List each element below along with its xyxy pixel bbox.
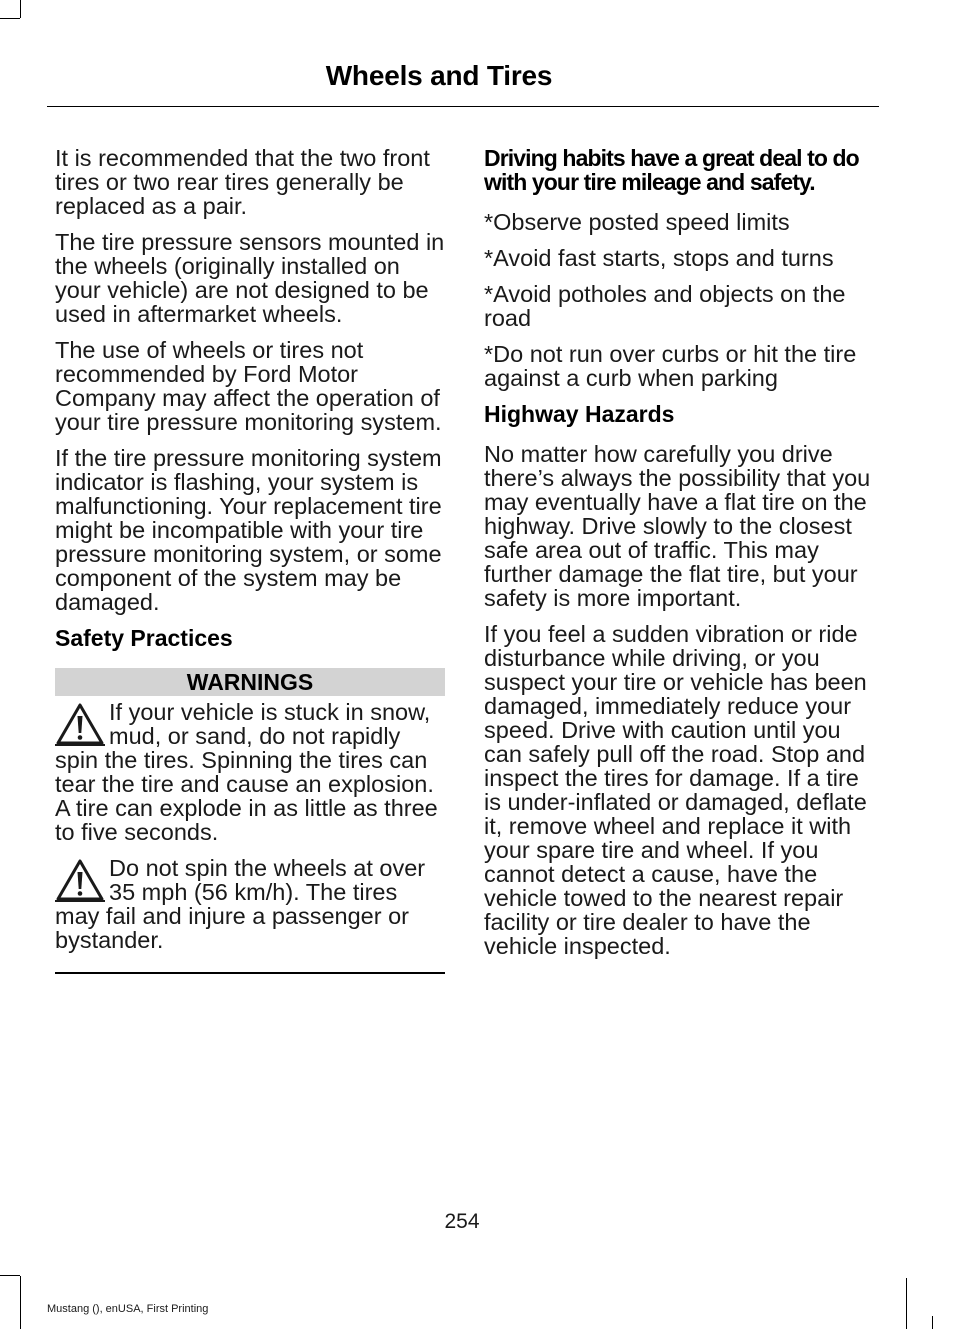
warning-text: Do not spin the wheels at over 35 mph (56 km/h). The tires may fail and injure a passenger or bystander. (55, 855, 426, 953)
crop-mark-top-left-v (20, 0, 21, 18)
safety-practices-heading: Safety Practices (55, 625, 233, 651)
habit-item: *Observe posted speed limits (484, 209, 790, 235)
paragraph: It is recommended that the two front tires or two rear tires generally be replaced as a pair. (55, 145, 430, 219)
page-title: Wheels and Tires (325, 60, 553, 91)
page-number: 254 (444, 1210, 480, 1233)
warning-triangle-icon (55, 702, 105, 746)
warning-item (55, 700, 445, 844)
crop-mark-top-left-h (0, 18, 20, 19)
warnings-end-rule (55, 972, 445, 974)
habit-item: *Avoid potholes and objects on the road (484, 281, 846, 331)
left-column (55, 146, 445, 974)
crop-mark-bottom-right-v1 (906, 1278, 907, 1329)
crop-mark-bottom-right-v2 (932, 1316, 933, 1329)
habit-item: *Do not run over curbs or hit the tire against a curb when parking (484, 341, 857, 391)
crop-mark-bottom-left-v (20, 1276, 21, 1329)
paragraph: No matter how carefully you drive there’s always the possibility that you may eventually have a flat tire on the highway. Drive slowly to the closest safe area out of traffic. This may further damage the flat tire, but your safety is more important. (484, 441, 871, 611)
paragraph: If the tire pressure monitoring system indicator is flashing, your system is malfunctioning. Your replacement tire might be incompatible with your tire pressure monitoring system, or some component of the system may be damaged. (55, 445, 442, 615)
footer-printing-info: Mustang (), enUSA, First Printing (47, 1303, 209, 1315)
warnings-label: WARNINGS (55, 668, 445, 696)
warning-item (55, 856, 445, 952)
driving-habits-heading: Driving habits have a great deal to do with your tire mileage and safety. (484, 145, 859, 195)
paragraph: The tire pressure sensors mounted in the wheels (originally installed on your vehicle) are not designed to be used in aftermarket wheels. (55, 229, 445, 327)
title-rule (47, 106, 879, 107)
right-column (484, 146, 876, 970)
highway-hazards-heading: Highway Hazards (484, 401, 675, 427)
warning-triangle-icon (55, 858, 105, 902)
paragraph: The use of wheels or tires not recommended by Ford Motor Company may affect the operation of your tire pressure monitoring system. (55, 337, 442, 435)
crop-mark-bottom-left-h (0, 1275, 20, 1276)
warning-text: If your vehicle is stuck in snow, mud, or sand, do not rapidly spin the tires. Spinning the tires can tear the tire and cause an explosion. A tire can explode in as little as three to five seconds. (55, 699, 438, 845)
paragraph: If you feel a sudden vibration or ride disturbance while driving, or you suspect your tire or vehicle has been damaged, immediately reduce your speed. Drive with caution until you can safely pull off the road. Stop and inspect the tires for damage. If a tire is under-inflated or damaged, deflate it, remove wheel and replace it with your spare tire and wheel. If you cannot detect a cause, have the vehicle towed to the nearest repair facility or tire dealer to have the vehicle inspected. (484, 621, 867, 959)
habit-item: *Avoid fast starts, stops and turns (484, 245, 834, 271)
